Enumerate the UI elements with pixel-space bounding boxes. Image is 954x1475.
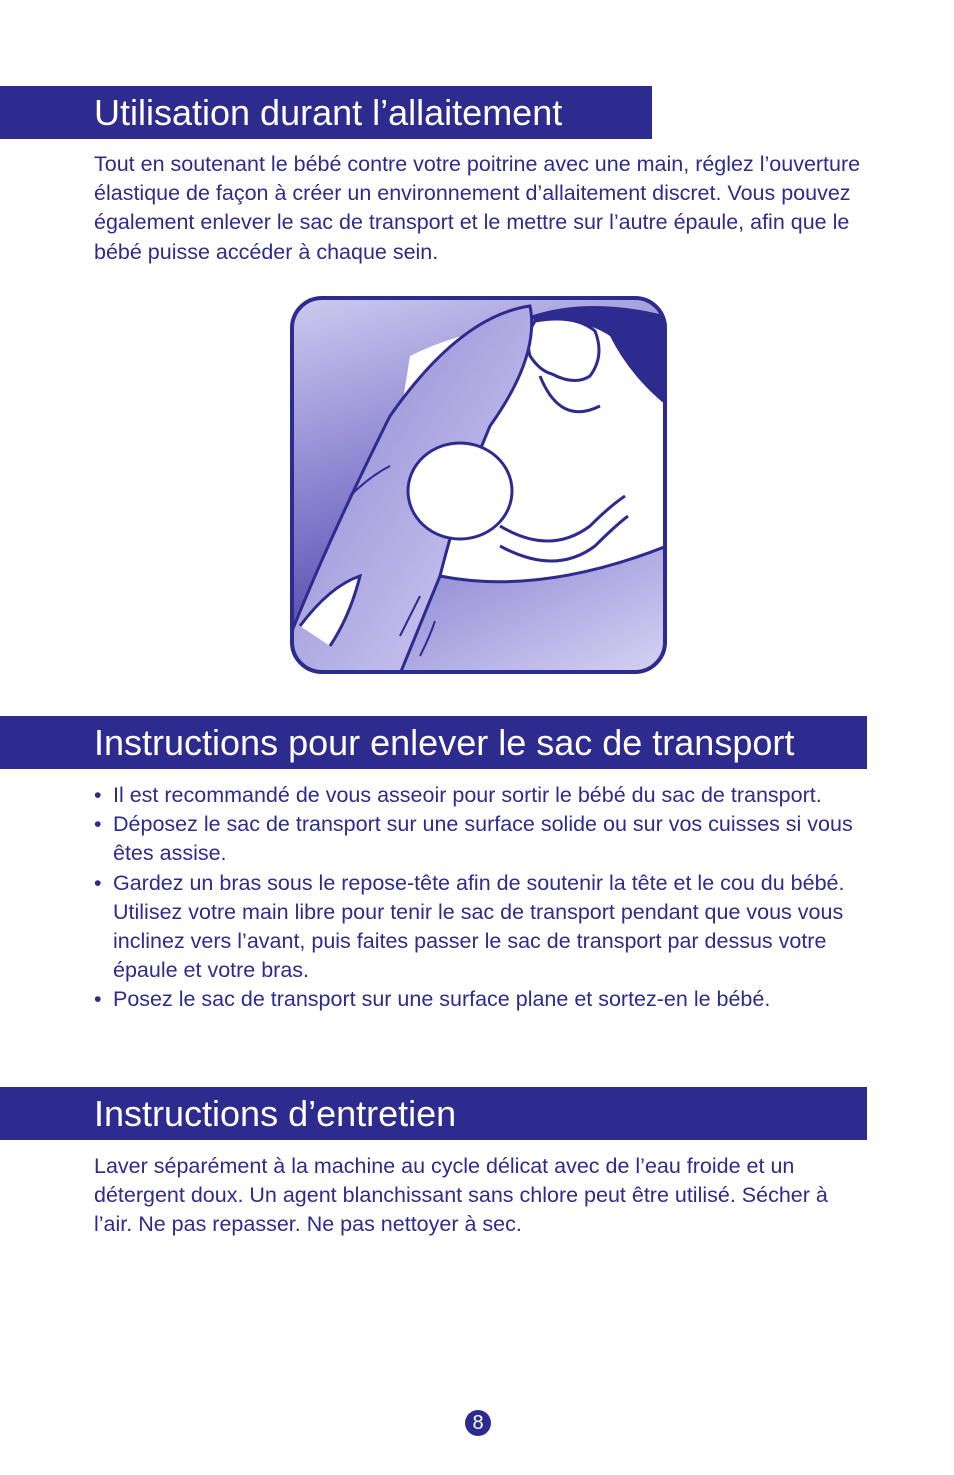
removal-instructions-list (94, 781, 869, 1015)
section-title-care: Instructions d’entretien (0, 1087, 867, 1140)
list-item: • Posez le sac de transport sur une surface plane et sortez-en le bébé. (94, 987, 771, 1012)
section-title-nursing: Utilisation durant l’allaitement (0, 86, 652, 139)
nursing-paragraph: Tout en soutenant le bébé contre votre poitrine avec une main, réglez l’ouverture élastique de façon à créer un environnement d’allaitement discret. Vous pouvez également enlever le sac de transport et le mettre sur l’autre épaule, afin que le bébé puisse accéder à chaque sein. (94, 152, 861, 264)
page-number: 8 (465, 1410, 491, 1436)
care-paragraph: Laver séparément à la machine au cycle délicat avec de l’eau froide et un détergent doux. Un agent blanchissant sans chlore peut être utilisé. Sécher à l’air. Ne pas repasser. Ne pas nettoyer à sec. (94, 1154, 828, 1237)
nursing-mother-illustration (290, 296, 667, 674)
list-item: • Gardez un bras sous le repose-tête afin de soutenir la tête et le cou du bébé. Utilisez votre main libre pour tenir le sac de transport pendant que vous vous inclinez vers l’avant, puis faites passer le sac de transport par dessus votre épaule et votre bras. (94, 870, 845, 983)
list-item: • Il est recommandé de vous asseoir pour sortir le bébé du sac de transport. (94, 783, 822, 807)
list-item: • Déposez le sac de transport sur une surface solide ou sur vos cuisses si vous êtes assise. (94, 812, 853, 866)
section-title-removal: Instructions pour enlever le sac de transport (0, 716, 867, 769)
